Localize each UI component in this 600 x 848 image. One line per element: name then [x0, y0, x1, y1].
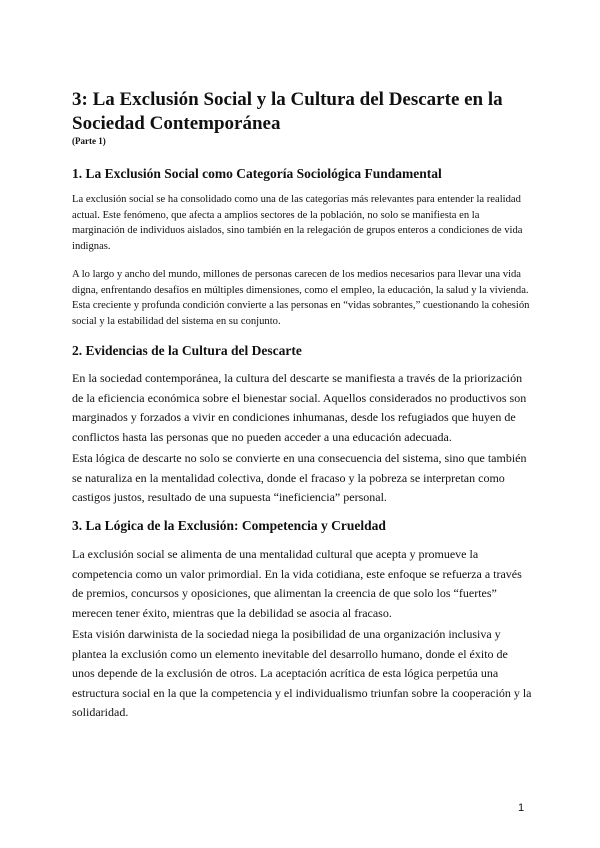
document-subtitle: (Parte 1) — [72, 136, 106, 146]
section-1-paragraph-1: La exclusión social se ha consolidado como una de las categorías más relevantes para entender la realidad actual. Este fenómeno, que afecta a amplios sectores de la población, no solo se manifiesta en la marginación de individuos aislados, sino también en la relegación de grupos enteros a condiciones de vida indignas. — [72, 194, 523, 252]
page-number: 1 — [518, 802, 525, 814]
section-2-paragraph-2: Esta lógica de descarte no solo se convierte en una consecuencia del sistema, sino que también se naturaliza en la mentalidad colectiva, donde el fracaso y la pobreza se interpretan como castigos justos, resultado de una supuesta “ineficiencia” personal. — [72, 451, 527, 504]
section-2-heading: 2. Evidencias de la Cultura del Descarte — [72, 343, 302, 358]
document-title: 3: La Exclusión Social y la Cultura del Descarte en la Sociedad Contemporánea — [72, 89, 503, 134]
section-3-heading: 3. La Lógica de la Exclusión: Competencia y Crueldad — [72, 518, 386, 533]
section-3-paragraph-1: La exclusión social se alimenta de una mentalidad cultural que acepta y promueve la competencia como un valor primordial. En la vida cotidiana, este enfoque se refuerza a través de premios, concursos y oposiciones, que alimentan la creencia de que solo los “fuertes” merecen tener éxito, mientras que la debilidad se asocia al fracaso. — [72, 547, 522, 620]
section-2-paragraph-1: En la sociedad contemporánea, la cultura del descarte se manifiesta a través de la priorización de la eficiencia económica sobre el bienestar social. Aquellos considerados no productivos son marginados y forzados a vivir en condiciones inhumanas, desde los refugiados que huyen de conflictos hasta las personas que no pueden acceder a una educación adecuada. — [72, 371, 527, 444]
section-1-paragraph-2: A lo largo y ancho del mundo, millones de personas carecen de los medios necesarios para llevar una vida digna, enfrentando desafíos en múltiples dimensiones, como el empleo, la educación, la salud y la vivienda. Esta creciente y profunda condición convierte a las personas en “vidas sobrantes,” cuestionando la cohesión social y la estabilidad del sistema en su conjunto. — [72, 269, 530, 327]
section-3-paragraph-2: Esta visión darwinista de la sociedad niega la posibilidad de una organización inclusiva y plantea la exclusión como un elemento inevitable del desarrollo humano, donde el éxito de unos depende de la exclusión de otros. La aceptación acrítica de esta lógica perpetúa una estructura social en la que la competencia y el individualismo triunfan sobre la cooperación y la solidaridad. — [72, 627, 532, 719]
section-1-heading: 1. La Exclusión Social como Categoría Sociológica Fundamental — [72, 166, 442, 181]
